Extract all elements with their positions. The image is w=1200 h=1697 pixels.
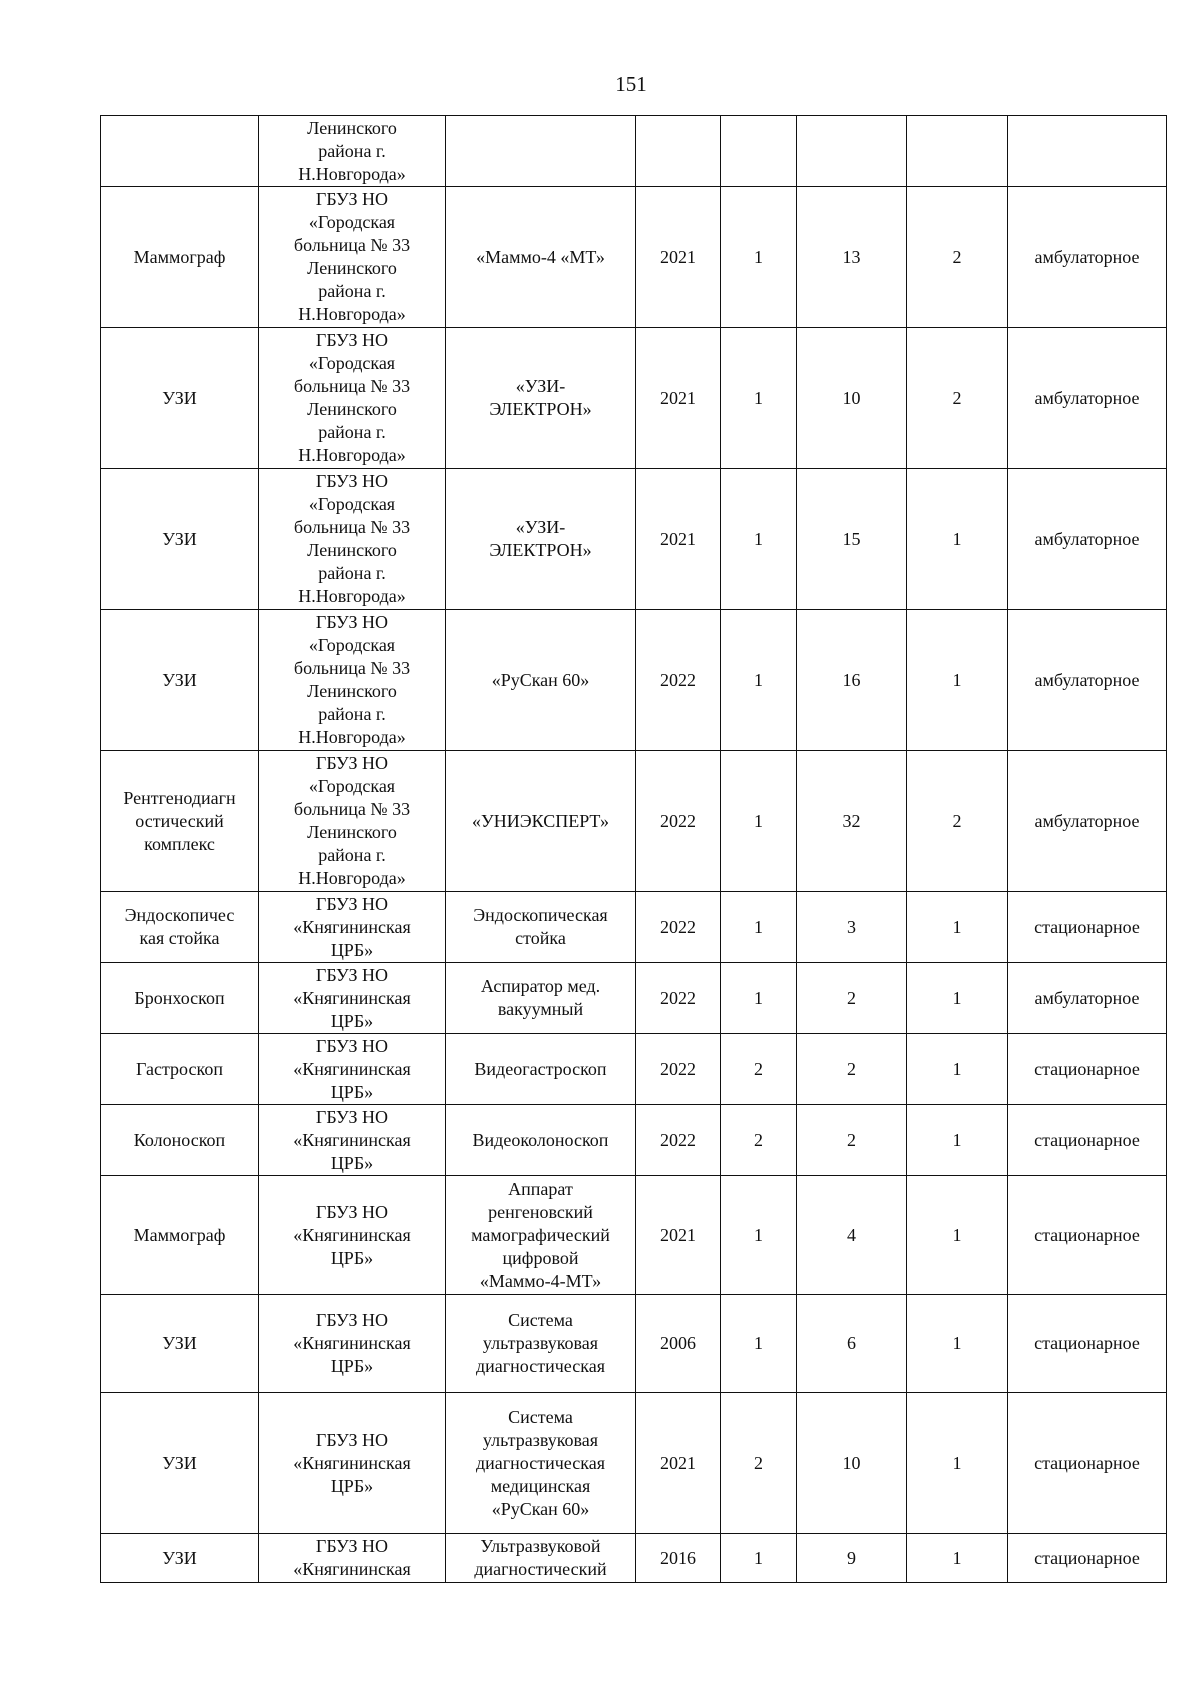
care-type-cell <box>1008 610 1167 751</box>
cell-text: 2 <box>754 1058 763 1079</box>
cell-text: 10 <box>842 387 861 408</box>
care-type-cell <box>1008 1176 1167 1295</box>
cell-text: ГБУЗ НО «Княгининская ЦРБ» <box>293 1429 411 1496</box>
page-number: 151 <box>615 72 647 96</box>
care-type-cell <box>1008 187 1167 328</box>
cell-text: 2022 <box>660 1058 696 1079</box>
year-cell <box>636 1295 721 1393</box>
table-row <box>101 1034 1167 1105</box>
cell-text: Ленинского района г. Н.Новгорода» <box>298 117 406 184</box>
quantity-cell <box>721 1034 797 1105</box>
year-cell <box>636 1105 721 1176</box>
cell-text: амбулаторное <box>1034 528 1140 549</box>
cell-text: ГБУЗ НО «Городская больница № 33 Ленинского района г. Н.Новгорода» <box>293 612 411 747</box>
table-row <box>101 187 1167 328</box>
cell-text: «УЗИ- ЭЛЕКТРОН» <box>489 376 592 419</box>
cell-text: 2022 <box>660 987 696 1008</box>
cell-text: УЗИ <box>162 528 197 549</box>
care-type-cell <box>1008 116 1167 187</box>
cell-text: 2016 <box>660 1547 696 1568</box>
cell-text: 1 <box>952 1547 962 1568</box>
cell-text: 13 <box>842 246 861 267</box>
age-cell <box>797 1393 907 1534</box>
year-cell <box>636 116 721 187</box>
cell-text: ГБУЗ НО «Городская больница № 33 Ленинского района г. Н.Новгорода» <box>293 330 411 465</box>
cell-text: 3 <box>847 916 856 937</box>
cell-text: 32 <box>842 810 861 831</box>
table-row <box>101 469 1167 610</box>
organization-cell <box>259 1176 446 1295</box>
cell-text: Рентгенодиагн остический комплекс <box>123 787 236 854</box>
model-cell <box>446 1176 636 1295</box>
model-cell <box>446 328 636 469</box>
year-cell <box>636 963 721 1034</box>
year-cell <box>636 469 721 610</box>
organization-cell <box>259 610 446 751</box>
cell-text: Гастроскоп <box>136 1058 223 1079</box>
age-cell <box>797 751 907 892</box>
shifts-cell <box>907 1176 1008 1295</box>
care-type-cell <box>1008 1105 1167 1176</box>
quantity-cell <box>721 610 797 751</box>
cell-text: 2022 <box>660 916 696 937</box>
equipment-type-cell <box>101 1105 259 1176</box>
table-row <box>101 328 1167 469</box>
cell-text: стационарное <box>1034 1129 1140 1150</box>
cell-text: Видеогастроскоп <box>474 1058 607 1079</box>
age-cell <box>797 187 907 328</box>
model-cell <box>446 469 636 610</box>
equipment-type-cell <box>101 187 259 328</box>
quantity-cell <box>721 116 797 187</box>
cell-text: УЗИ <box>162 669 197 690</box>
cell-text: ГБУЗ НО «Княгининская ЦРБ» <box>293 1106 411 1173</box>
table-row <box>101 1393 1167 1534</box>
cell-text: 2021 <box>660 528 696 549</box>
shifts-cell <box>907 1534 1008 1583</box>
cell-text: «Маммо-4 «МТ» <box>476 246 605 267</box>
organization-cell <box>259 1534 446 1583</box>
equipment-type-cell <box>101 751 259 892</box>
shifts-cell <box>907 116 1008 187</box>
age-cell <box>797 892 907 963</box>
cell-text: «УЗИ- ЭЛЕКТРОН» <box>489 517 592 560</box>
shifts-cell <box>907 963 1008 1034</box>
cell-text: 2022 <box>660 810 696 831</box>
cell-text: ГБУЗ НО «Княгининская ЦРБ» <box>293 1201 411 1268</box>
cell-text: Ультразвуковой диагностический <box>474 1536 607 1579</box>
age-cell <box>797 1105 907 1176</box>
shifts-cell <box>907 1034 1008 1105</box>
age-cell <box>797 1176 907 1295</box>
cell-text: 2 <box>754 1129 763 1150</box>
table-row <box>101 116 1167 187</box>
cell-text: УЗИ <box>162 1547 197 1568</box>
shifts-cell <box>907 1393 1008 1534</box>
cell-text: 1 <box>754 246 763 267</box>
cell-text: стационарное <box>1034 1224 1140 1245</box>
quantity-cell <box>721 963 797 1034</box>
cell-text: Аппарат ренгеновский мамографический цифровой «Маммо-4-МТ» <box>471 1178 610 1291</box>
cell-text: 4 <box>847 1224 856 1245</box>
cell-text: 10 <box>842 1452 861 1473</box>
quantity-cell <box>721 469 797 610</box>
cell-text: 2 <box>847 1129 856 1150</box>
cell-text: 2 <box>952 246 962 267</box>
shifts-cell <box>907 1105 1008 1176</box>
equipment-type-cell <box>101 610 259 751</box>
model-cell <box>446 1295 636 1393</box>
shifts-cell <box>907 328 1008 469</box>
quantity-cell <box>721 1105 797 1176</box>
model-cell <box>446 1534 636 1583</box>
quantity-cell <box>721 1176 797 1295</box>
equipment-type-cell <box>101 1534 259 1583</box>
shifts-cell <box>907 751 1008 892</box>
year-cell <box>636 1534 721 1583</box>
table-row <box>101 1105 1167 1176</box>
year-cell <box>636 1393 721 1534</box>
cell-text: 1 <box>952 1333 962 1353</box>
organization-cell <box>259 963 446 1034</box>
care-type-cell <box>1008 963 1167 1034</box>
model-cell <box>446 187 636 328</box>
cell-text: амбулаторное <box>1034 387 1140 408</box>
organization-cell <box>259 1105 446 1176</box>
cell-text: 1 <box>754 810 763 831</box>
model-cell <box>446 963 636 1034</box>
quantity-cell <box>721 1295 797 1393</box>
cell-text: 2021 <box>660 387 696 408</box>
table-row <box>101 1534 1167 1583</box>
organization-cell <box>259 751 446 892</box>
cell-text: 1 <box>754 916 763 937</box>
equipment-type-cell <box>101 963 259 1034</box>
cell-text: 9 <box>847 1547 856 1568</box>
cell-text: УЗИ <box>162 387 197 408</box>
cell-text: 16 <box>842 669 861 690</box>
cell-text: 2022 <box>660 1129 696 1150</box>
cell-text: стационарное <box>1034 916 1140 937</box>
quantity-cell <box>721 1534 797 1583</box>
model-cell <box>446 1034 636 1105</box>
shifts-cell <box>907 469 1008 610</box>
cell-text: стационарное <box>1034 1547 1140 1568</box>
cell-text: УЗИ <box>162 1333 197 1353</box>
year-cell <box>636 751 721 892</box>
age-cell <box>797 610 907 751</box>
cell-text: ГБУЗ НО «Княгининская <box>293 1536 411 1579</box>
model-cell <box>446 1393 636 1534</box>
age-cell <box>797 328 907 469</box>
cell-text: УЗИ <box>162 1452 197 1473</box>
cell-text: 1 <box>952 987 962 1008</box>
organization-cell <box>259 1393 446 1534</box>
year-cell <box>636 1034 721 1105</box>
cell-text: амбулаторное <box>1034 669 1140 690</box>
cell-text: стационарное <box>1034 1058 1140 1079</box>
equipment-type-cell <box>101 469 259 610</box>
shifts-cell <box>907 187 1008 328</box>
cell-text: Система ультразвуковая диагностическая <box>476 1310 605 1376</box>
cell-text: 15 <box>842 528 861 549</box>
age-cell <box>797 963 907 1034</box>
cell-text: 1 <box>952 528 962 549</box>
table-row <box>101 892 1167 963</box>
cell-text: «РуСкан 60» <box>491 669 590 690</box>
cell-text: 1 <box>754 1224 763 1245</box>
cell-text: 2 <box>754 1452 763 1473</box>
year-cell <box>636 187 721 328</box>
model-cell <box>446 892 636 963</box>
organization-cell <box>259 469 446 610</box>
cell-text: «УНИЭКСПЕРТ» <box>472 810 609 831</box>
cell-text: Колоноскоп <box>133 1129 226 1150</box>
cell-text: 1 <box>754 528 763 549</box>
cell-text: Маммограф <box>133 246 226 267</box>
care-type-cell <box>1008 469 1167 610</box>
cell-text: Бронхоскоп <box>134 987 225 1008</box>
cell-text: амбулаторное <box>1034 987 1140 1008</box>
quantity-cell <box>721 892 797 963</box>
cell-text: 1 <box>754 1333 763 1353</box>
care-type-cell <box>1008 1034 1167 1105</box>
cell-text: ГБУЗ НО «Княгининская ЦРБ» <box>293 964 411 1031</box>
cell-text: 2021 <box>660 1452 696 1473</box>
shifts-cell <box>907 892 1008 963</box>
cell-text: 2021 <box>660 1224 696 1245</box>
year-cell <box>636 328 721 469</box>
equipment-type-cell <box>101 1176 259 1295</box>
quantity-cell <box>721 187 797 328</box>
cell-text: 1 <box>952 916 962 937</box>
cell-text: стационарное <box>1034 1452 1140 1473</box>
cell-text: Маммограф <box>133 1224 226 1245</box>
cell-text: ГБУЗ НО «Княгининская ЦРБ» <box>293 1035 411 1102</box>
cell-text: 2021 <box>660 246 696 267</box>
cell-text: 1 <box>754 1547 763 1568</box>
care-type-cell <box>1008 328 1167 469</box>
equipment-type-cell <box>101 892 259 963</box>
cell-text: 1 <box>952 669 962 690</box>
shifts-cell <box>907 610 1008 751</box>
cell-text: 2 <box>952 810 962 831</box>
care-type-cell <box>1008 1393 1167 1534</box>
cell-text: Эндоскопическая стойка <box>473 905 608 948</box>
year-cell <box>636 892 721 963</box>
cell-text: 1 <box>952 1224 962 1245</box>
cell-text: 2 <box>847 1058 856 1079</box>
table-row <box>101 1176 1167 1295</box>
cell-text: 1 <box>952 1129 962 1150</box>
cell-text: 1 <box>952 1058 962 1079</box>
cell-text: 1 <box>754 987 763 1008</box>
cell-text: 6 <box>847 1333 856 1353</box>
cell-text: амбулаторное <box>1034 810 1140 831</box>
cell-text: ГБУЗ НО «Княгининская ЦРБ» <box>293 1310 411 1376</box>
cell-text: Видеоколоноскоп <box>472 1129 609 1150</box>
cell-text: 1 <box>754 669 763 690</box>
cell-text: 2022 <box>660 669 696 690</box>
cell-text: 2 <box>847 987 856 1008</box>
model-cell <box>446 116 636 187</box>
equipment-table <box>100 115 1167 1583</box>
organization-cell <box>259 116 446 187</box>
cell-text: Эндоскопичес кая стойка <box>124 905 235 948</box>
table-row <box>101 610 1167 751</box>
age-cell <box>797 1034 907 1105</box>
age-cell <box>797 469 907 610</box>
cell-text: ГБУЗ НО «Городская больница № 33 Ленинского района г. Н.Новгорода» <box>293 753 411 888</box>
model-cell <box>446 751 636 892</box>
table-row <box>101 751 1167 892</box>
equipment-type-cell <box>101 1295 259 1393</box>
quantity-cell <box>721 751 797 892</box>
care-type-cell <box>1008 751 1167 892</box>
year-cell <box>636 610 721 751</box>
shifts-cell <box>907 1295 1008 1393</box>
age-cell <box>797 116 907 187</box>
cell-text: 2006 <box>660 1333 696 1353</box>
organization-cell <box>259 1295 446 1393</box>
quantity-cell <box>721 1393 797 1534</box>
organization-cell <box>259 187 446 328</box>
cell-text: амбулаторное <box>1034 246 1140 267</box>
quantity-cell <box>721 328 797 469</box>
organization-cell <box>259 328 446 469</box>
cell-text: ГБУЗ НО «Городская больница № 33 Ленинского района г. Н.Новгорода» <box>293 471 411 606</box>
year-cell <box>636 1176 721 1295</box>
equipment-type-cell <box>101 1393 259 1534</box>
table-row <box>101 963 1167 1034</box>
model-cell <box>446 610 636 751</box>
cell-text: ГБУЗ НО «Княгининская ЦРБ» <box>293 893 411 960</box>
model-cell <box>446 1105 636 1176</box>
table-row <box>101 1295 1167 1393</box>
cell-text: 1 <box>754 387 763 408</box>
age-cell <box>797 1295 907 1393</box>
cell-text: Аспиратор мед. вакуумный <box>480 976 601 1019</box>
cell-text: 1 <box>952 1452 962 1473</box>
organization-cell <box>259 1034 446 1105</box>
equipment-type-cell <box>101 116 259 187</box>
care-type-cell <box>1008 892 1167 963</box>
cell-text: стационарное <box>1034 1333 1140 1353</box>
cell-text: 2 <box>952 387 962 408</box>
cell-text: Система ультразвуковая диагностическая медицинская «РуСкан 60» <box>476 1406 605 1519</box>
age-cell <box>797 1534 907 1583</box>
care-type-cell <box>1008 1295 1167 1393</box>
equipment-type-cell <box>101 328 259 469</box>
care-type-cell <box>1008 1534 1167 1583</box>
organization-cell <box>259 892 446 963</box>
cell-text: ГБУЗ НО «Городская больница № 33 Ленинского района г. Н.Новгорода» <box>293 189 411 324</box>
equipment-type-cell <box>101 1034 259 1105</box>
